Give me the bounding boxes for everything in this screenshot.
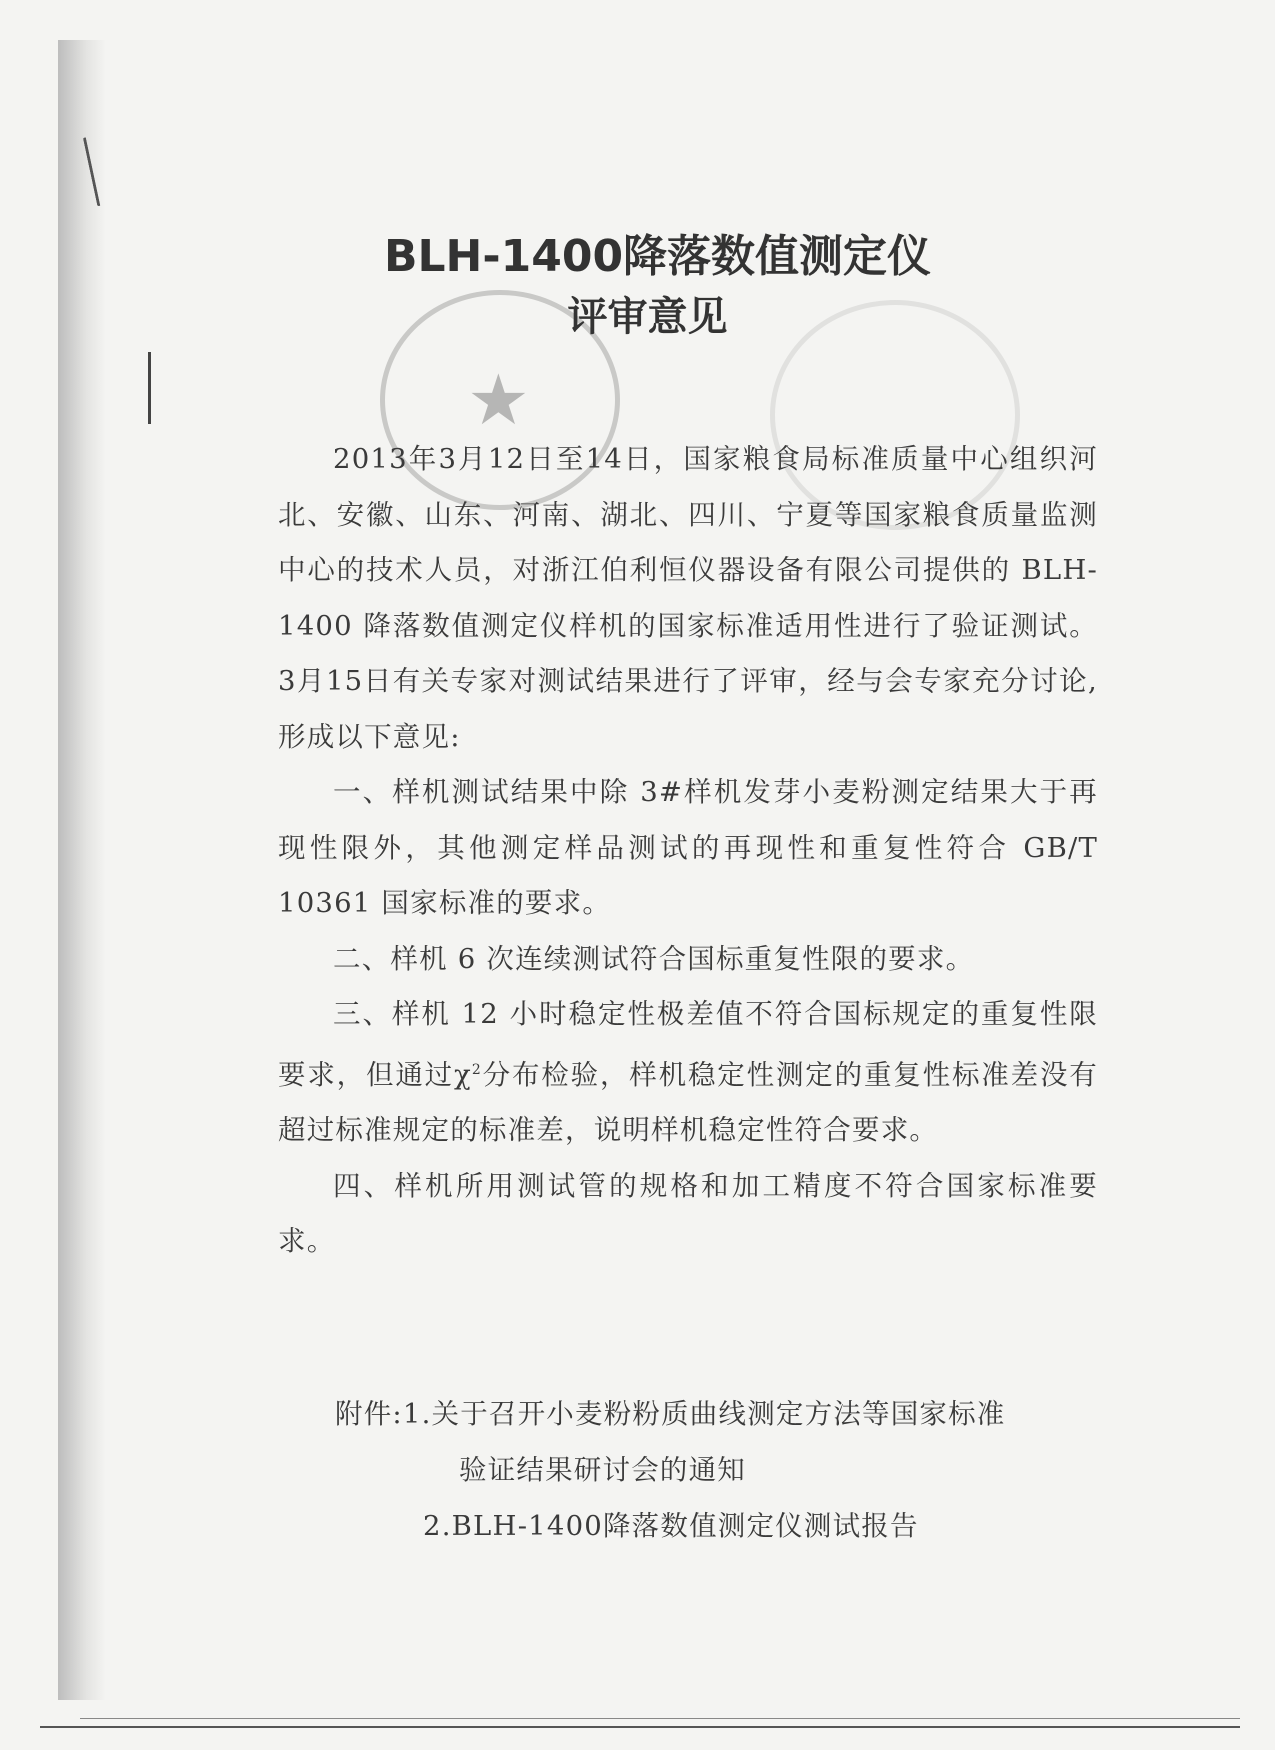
attachments-label: 附件: [335,1398,403,1430]
attachments-section [335,1386,1095,1554]
opinion-item-1: 一、样机测试结果中除 3#样机发芽小麦粉测定结果大于再现性限外，其他测定样品测试的再现性和重复性符合 GB/T 10361 国家标准的要求。 [278,776,1098,919]
opinion-item-2: 二、样机 6 次连续测试符合国标重复性限的要求。 [333,942,975,975]
chi-square-superscript: 2 [471,1061,482,1078]
seal-star-icon: ★ [467,359,530,441]
opinion-item-4: 四、样机所用测试管的规格和加工精度不符合国家标准要求。 [278,1169,1098,1258]
attachment-row-1 [335,1386,1095,1442]
attachment-2: 2.BLH-1400降落数值测定仪测试报告 [423,1510,919,1542]
document-subtitle: 评审意见 [567,294,728,340]
binding-mark [148,352,151,424]
attachment-1-line-1: 1.关于召开小麦粉粉质曲线测定方法等国家标准 [402,1398,1006,1430]
intro-paragraph: 2013年3月12日至14日，国家粮食局标准质量中心组织河北、安徽、山东、河南、湖北、四川、宁夏等国家粮食质量监测中心的技术人员，对浙江伯利恒仪器设备有限公司提供的 BLH-1400 降落数值测定仪样机的国家标准适用性进行了验证测试。3月15日有关专家对测试结果进行了评审，经与会专家充分讨论,形成以下意见: [278,443,1098,753]
opinion-item-3 [278,987,1098,1159]
document-body [278,432,1098,1270]
opinion-item-3-part-2: 分布检验，样机稳定性测定的重复性标准差没有超过标准规定的标准差，说明样机稳定性符合要求。 [278,1058,1098,1147]
footer-rule-thin [80,1718,1240,1719]
opinion-item-3-part-1: 三、样机 12 小时稳定性极差值不符合国标规定的重复性限要求，但通过χ [278,998,1098,1091]
document-title: BLH-1400降落数值测定仪 [383,231,932,282]
footer-rule [40,1726,1240,1728]
attachment-1-line-2: 验证结果研讨会的通知 [459,1454,746,1486]
